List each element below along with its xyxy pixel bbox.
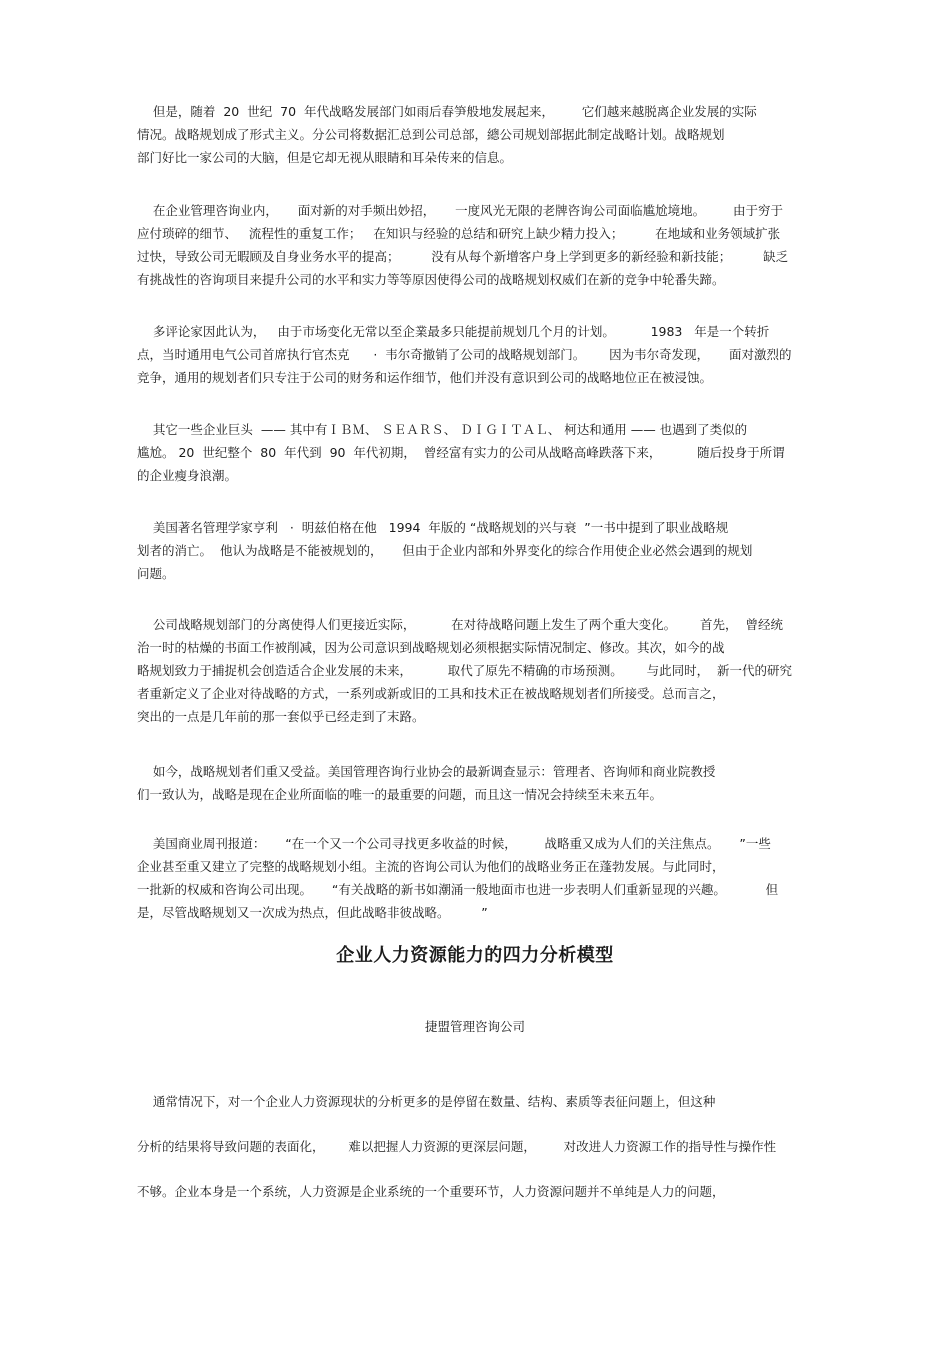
- text-line: 但是，随着 20 世纪 70 年代战略发展部门如雨后春笋般地发展起来， 它们越来越脱离企业发展的实际: [137, 104, 757, 119]
- paragraph-7: [137, 760, 807, 806]
- text-line: 美国商业周刊报道： “在一个又一个公司寻找更多收益的时候， 战略重又成为人们的关注焦点。 ”一些: [137, 836, 771, 851]
- text-line: 美国著名管理学家亨利 · 明兹伯格在他 1994 年版的 “战略规划的兴与衰 ”一书中提到了职业战略规: [137, 520, 729, 535]
- paragraph-3: [137, 320, 807, 389]
- text-line: 过快，导致公司无暇顾及自身业务水平的提高； 没有从每个新增客户身上学到更多的新经验和新技能； 缺乏: [137, 249, 789, 264]
- text-line: 部门好比一家公司的大脑，但是它却无视从眼睛和耳朵传来的信息。: [137, 150, 513, 165]
- text-line: 竞争，通用的规划者们只专注于公司的财务和运作细节，他们并没有意识到公司的战略地位正在被浸蚀。: [137, 370, 713, 385]
- paragraph-1: [137, 100, 807, 169]
- text-line: 一批新的权威和咨询公司出现。 “有关战略的新书如潮涌一般地面市也进一步表明人们重新显现的兴趣。 但: [137, 882, 779, 897]
- text-line: 者重新定义了企业对待战略的方式，一系列或新或旧的工具和技术正在被战略规划者们所接受。总而言之，: [137, 686, 725, 701]
- text-line: 问题。: [137, 566, 175, 581]
- text-line: 企业甚至重又建立了完整的战略规划小组。主流的咨询公司认为他们的战略业务正在蓬勃发展。与此同时，: [137, 859, 725, 874]
- text-line: 通常情况下，对一个企业人力资源现状的分析更多的是停留在数量、结构、素质等表征问题上，但这种: [137, 1094, 716, 1109]
- text-line: 突出的一点是几年前的那一套似乎已经走到了末路。: [137, 709, 425, 724]
- text-line: 们一致认为，战略是现在企业所面临的唯一的最重要的问题，而且这一情况会持续至未来五年。: [137, 787, 663, 802]
- text-line: 不够。企业本身是一个系统，人力资源是企业系统的一个重要环节，人力资源问题并不单纯是人力的问题，: [137, 1184, 725, 1199]
- paragraph-2: [137, 199, 807, 291]
- text-line: 划者的消亡。 他认为战略是不能被规划的， 但由于企业内部和外界变化的综合作用使企业必然会遇到的规划: [137, 543, 753, 558]
- text-line: 治一时的枯燥的书面工作被削减，因为公司意识到战略规划必须根据实际情况制定、修改。其次，如今的战: [137, 640, 725, 655]
- text-line: 多评论家因此认为， 由于市场变化无常以至企業最多只能提前规划几个月的计划。 1983 年是一个转折: [137, 324, 770, 339]
- text-line: 有挑战性的咨询项目来提升公司的水平和实力等等原因使得公司的战略规划权威们在新的竞争中轮番失蹄。: [137, 272, 725, 287]
- text-line: 如今，战略规划者们重又受益。美国管理咨询行业协会的最新调查显示：管理者、咨询师和商业院教授: [137, 764, 716, 779]
- text-line: 是，尽管战略规划又一次成为热点，但此战略非彼战略。 ”: [137, 905, 488, 920]
- paragraph-8: [137, 832, 807, 924]
- article-author: 捷盟管理咨询公司: [424, 1019, 525, 1034]
- text-line: 略规划致力于捕捉机会创造适合企业发展的未来， 取代了原先不精确的市场预测。 与此同时， 新一代的研究: [137, 663, 793, 678]
- paragraph-6: [137, 613, 807, 728]
- text-line: 点，当时通用电气公司首席执行官杰克 · 韦尔奇撤销了公司的战略规划部门。 因为韦尔奇发现， 面对激烈的: [137, 347, 792, 362]
- text-line: 分析的结果将导致问题的表面化， 难以把握人力资源的更深层问题， 对改进人力资源工作的指导性与操作性: [137, 1139, 777, 1154]
- paragraph-5: [137, 516, 807, 585]
- article-intro-paragraph: [137, 1090, 807, 1225]
- text-line: 情况。战略规划成了形式主义。分公司将数据汇总到公司总部，總公司规划部据此制定战略计划。战略规划: [137, 127, 725, 142]
- text-line: 其它一些企业巨头 —— 其中有ＩＢＭ、 ＳＥＡＲＳ、 ＤＩＧＩＴＡＬ、 柯达和通用 —— 也遇到了类似的: [137, 422, 748, 437]
- text-line: 尴尬。 20 世纪整个 80 年代到 90 年代初期， 曾经富有实力的公司从战略高峰跌落下来， 随后投身于所谓: [137, 445, 785, 460]
- text-line: 在企业管理咨询业内， 面对新的对手频出妙招， 一度风光无限的老牌咨询公司面临尴尬境地。 由于穷于: [137, 203, 783, 218]
- text-line: 公司战略规划部门的分离使得人们更接近实际， 在对待战略问题上发生了两个重大变化。 首先， 曾经统: [137, 617, 783, 632]
- text-line: 的企业瘦身浪潮。: [137, 468, 238, 483]
- text-line: 应付琐碎的细节、 流程性的重复工作； 在知识与经验的总结和研究上缺少精力投入； 在地域和业务领域扩张: [137, 226, 781, 241]
- article-title: 企业人力资源能力的四力分析模型: [336, 945, 614, 966]
- paragraph-4: [137, 418, 807, 487]
